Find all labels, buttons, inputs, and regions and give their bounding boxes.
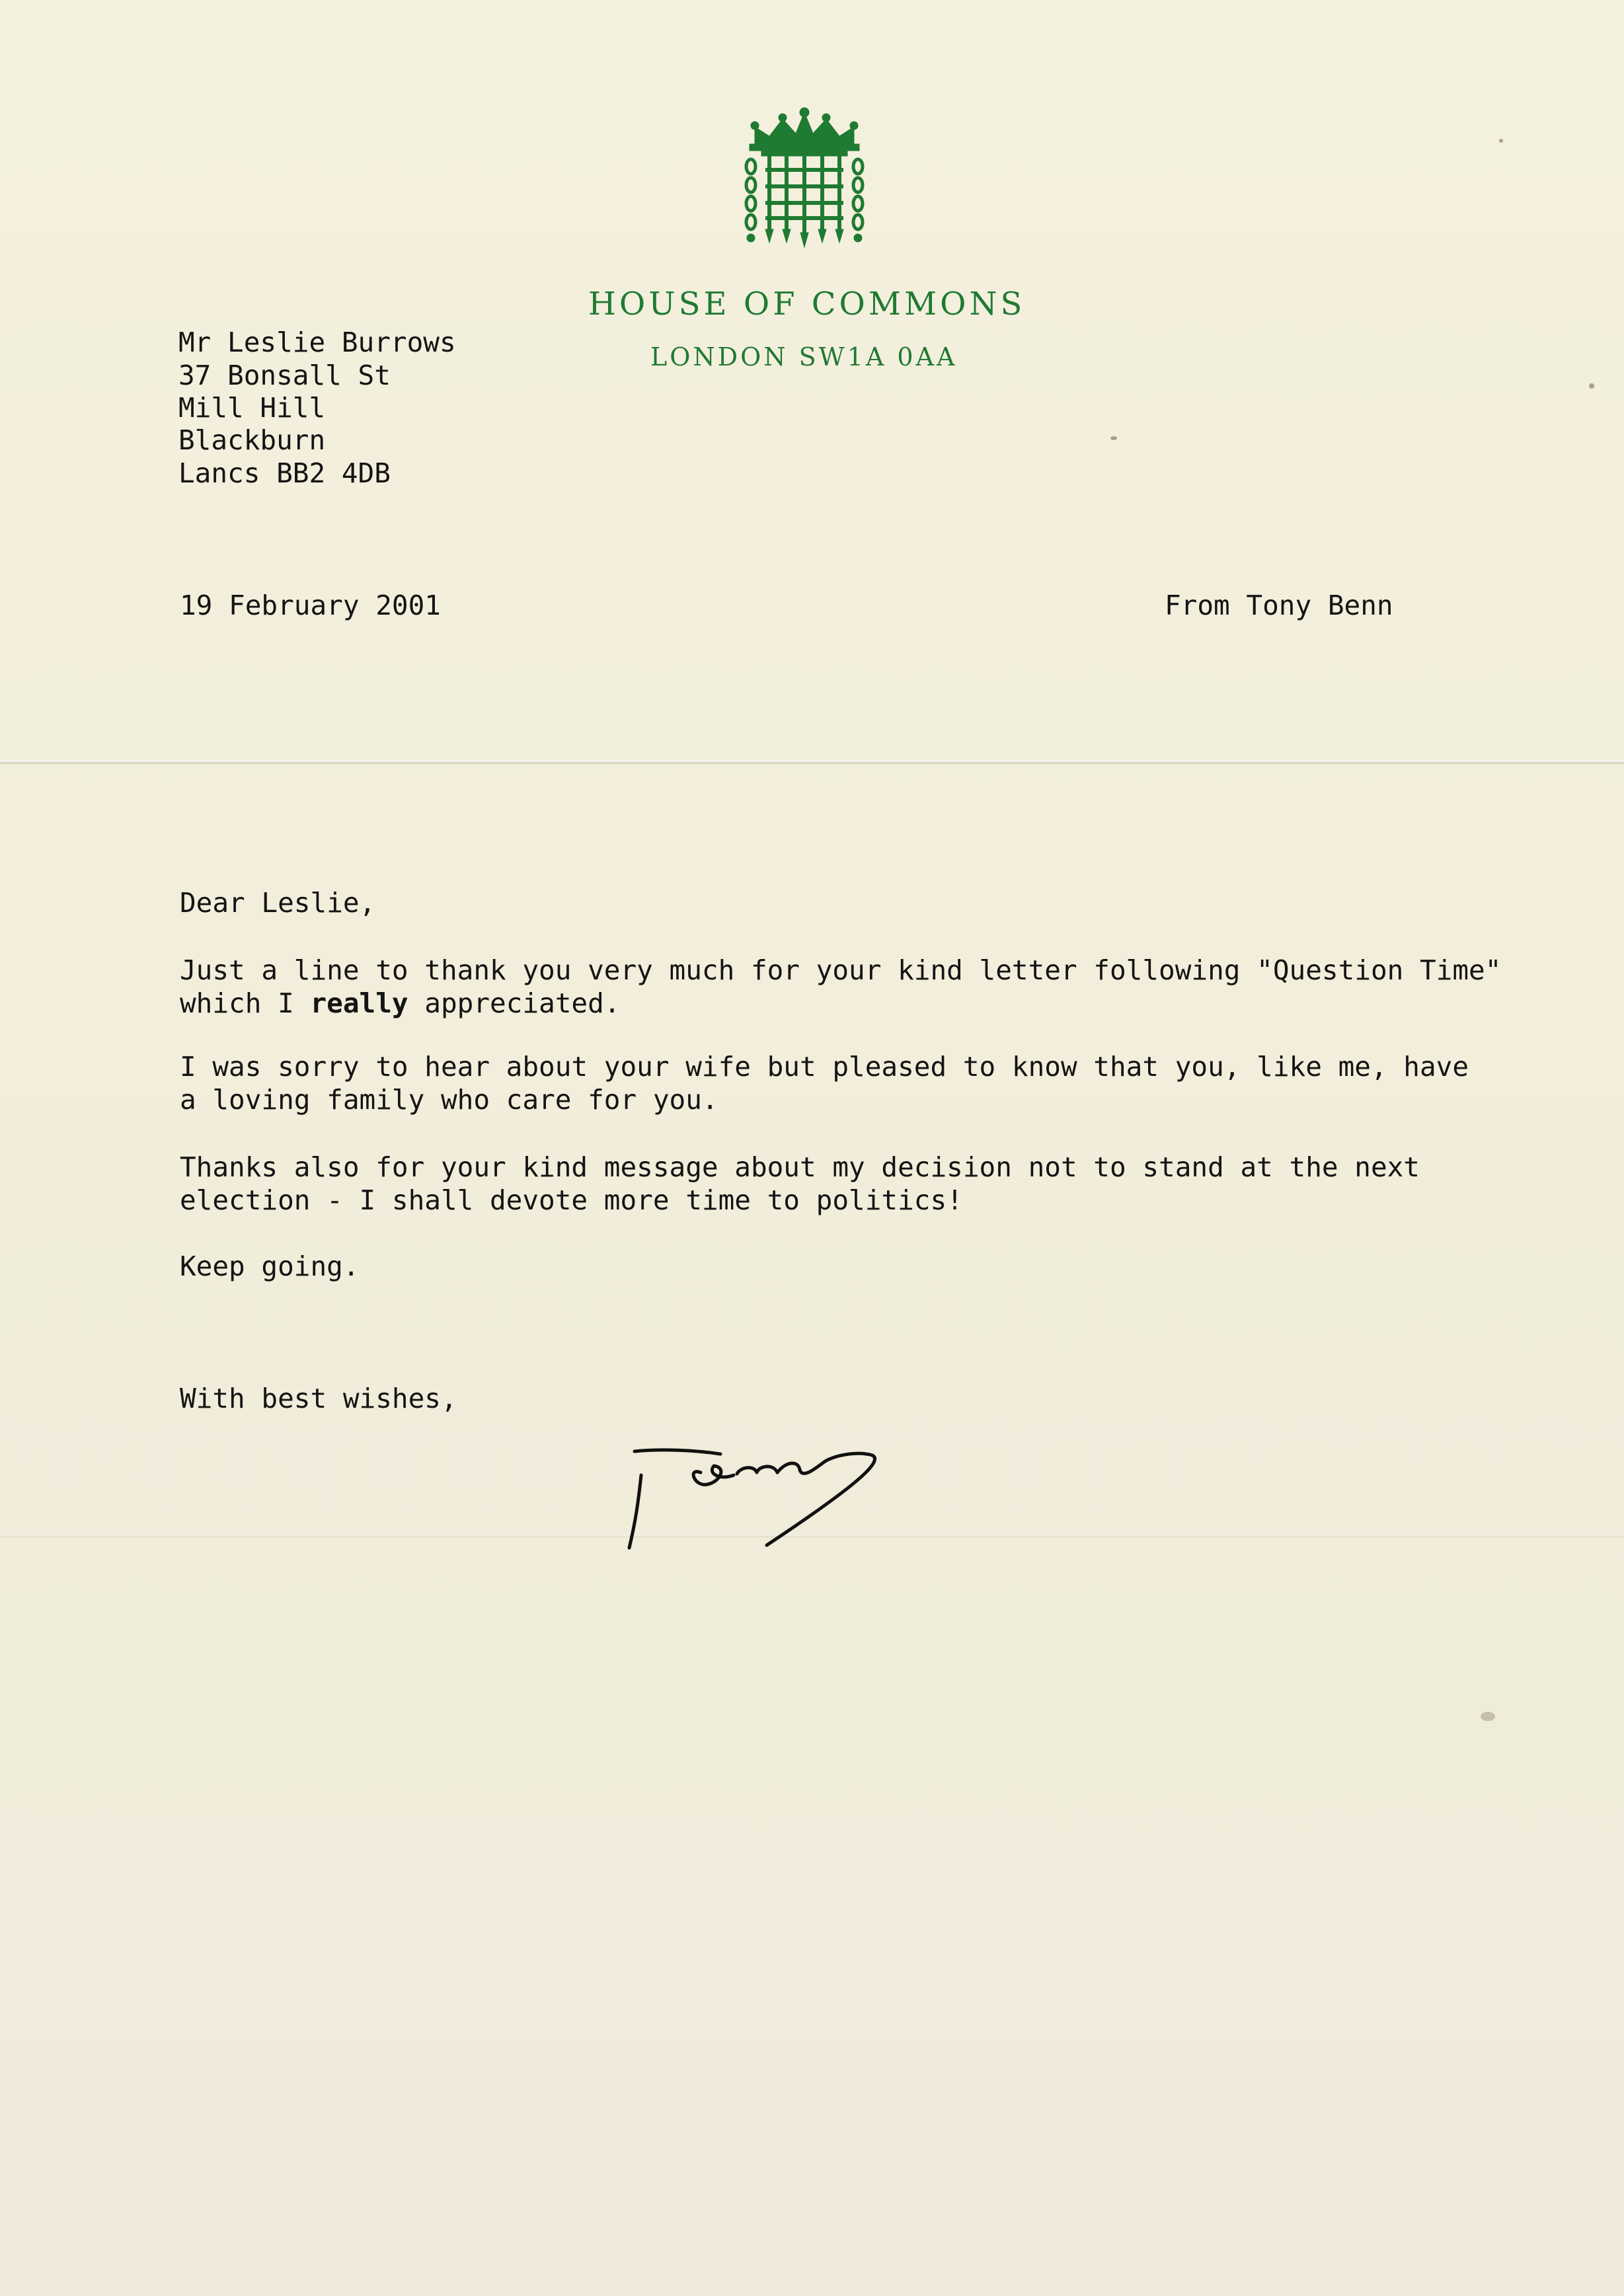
recipient-line: 37 Bonsall St — [178, 360, 391, 391]
sender-line: From Tony Benn — [1165, 590, 1393, 621]
salutation: Dear Leslie, — [180, 887, 376, 919]
paper-speck — [1110, 436, 1117, 440]
handwritten-signature — [621, 1441, 899, 1560]
closing: With best wishes, — [180, 1383, 457, 1414]
paragraph-line: I was sorry to hear about your wife but pleased to know that you, like me, have — [180, 1051, 1469, 1083]
portcullis-crest-icon — [743, 107, 866, 252]
recipient-line: Blackburn — [178, 424, 326, 456]
fold-crease — [0, 760, 1624, 764]
paper-speck — [1589, 383, 1594, 389]
paragraph-line: a loving family who care for you. — [180, 1084, 718, 1116]
recipient-line: Lancs BB2 4DB — [178, 457, 391, 489]
paper-speck — [1481, 1712, 1495, 1721]
recipient-line: Mill Hill — [178, 392, 326, 424]
paper-speck — [1499, 139, 1503, 143]
paragraph-line: Just a line to thank you very much for your kind letter following "Question Time" — [180, 954, 1502, 986]
letterhead-address: LONDON SW1A 0AA — [650, 342, 958, 371]
paragraph-line: Keep going. — [180, 1250, 360, 1282]
recipient-line: Mr Leslie Burrows — [178, 326, 456, 358]
paragraph-line: election - I shall devote more time to politics! — [180, 1184, 963, 1216]
letter-date: 19 February 2001 — [180, 590, 441, 621]
paragraph-line: which I really appreciated. — [180, 987, 621, 1019]
emphasis-text: really — [310, 987, 408, 1019]
paragraph-line: Thanks also for your kind message about my decision not to stand at the next — [180, 1151, 1420, 1183]
